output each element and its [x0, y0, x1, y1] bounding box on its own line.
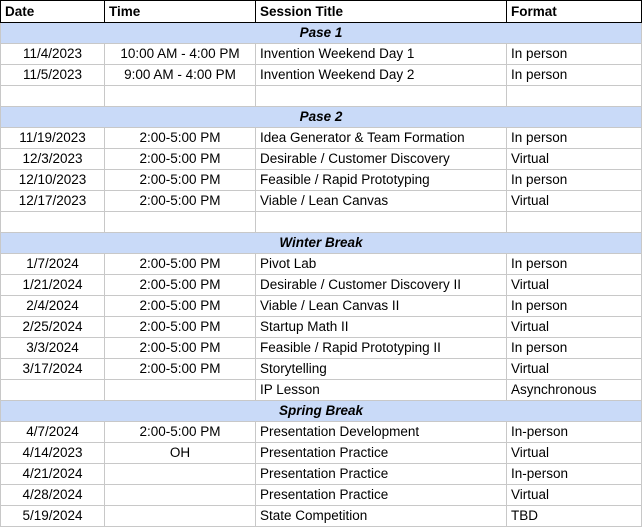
table-row — [1, 506, 642, 527]
section-row — [1, 107, 642, 128]
date-cell[interactable]: 11/19/2023 — [1, 128, 105, 149]
time-cell[interactable]: 2:00-5:00 PM — [105, 275, 256, 296]
date-cell[interactable]: 4/14/2023 — [1, 443, 105, 464]
session-title-cell[interactable] — [256, 86, 507, 107]
session-title-cell[interactable]: Presentation Practice — [256, 443, 507, 464]
section-title[interactable]: Winter Break — [1, 233, 642, 254]
session-title-cell[interactable]: Invention Weekend Day 2 — [256, 65, 507, 86]
table-row — [1, 485, 642, 506]
session-title-cell[interactable]: Viable / Lean Canvas II — [256, 296, 507, 317]
date-cell[interactable]: 4/7/2024 — [1, 422, 105, 443]
format-cell[interactable] — [507, 86, 642, 107]
session-title-cell[interactable]: Feasible / Rapid Prototyping — [256, 170, 507, 191]
format-cell[interactable]: Virtual — [507, 359, 642, 380]
time-cell[interactable] — [105, 380, 256, 401]
session-title-cell[interactable]: Viable / Lean Canvas — [256, 191, 507, 212]
format-cell[interactable]: In person — [507, 170, 642, 191]
date-cell[interactable]: 2/25/2024 — [1, 317, 105, 338]
table-row — [1, 443, 642, 464]
table-row — [1, 254, 642, 275]
session-title-cell[interactable]: Storytelling — [256, 359, 507, 380]
session-title-cell[interactable]: Pivot Lab — [256, 254, 507, 275]
table-row — [1, 317, 642, 338]
format-cell[interactable]: In person — [507, 44, 642, 65]
format-cell[interactable]: In-person — [507, 464, 642, 485]
header-row — [1, 1, 642, 23]
format-cell[interactable]: Virtual — [507, 443, 642, 464]
format-cell[interactable]: Virtual — [507, 275, 642, 296]
session-title-cell[interactable]: Desirable / Customer Discovery II — [256, 275, 507, 296]
table-row — [1, 191, 642, 212]
format-cell[interactable]: In person — [507, 338, 642, 359]
section-title[interactable]: Pase 2 — [1, 107, 642, 128]
time-cell[interactable]: 2:00-5:00 PM — [105, 191, 256, 212]
session-title-cell[interactable]: Presentation Development — [256, 422, 507, 443]
table-row — [1, 359, 642, 380]
time-cell[interactable] — [105, 464, 256, 485]
session-title-cell[interactable]: Feasible / Rapid Prototyping II — [256, 338, 507, 359]
session-title-cell[interactable]: Startup Math II — [256, 317, 507, 338]
table-row — [1, 296, 642, 317]
time-cell[interactable]: 2:00-5:00 PM — [105, 296, 256, 317]
section-row — [1, 23, 642, 44]
session-title-cell[interactable] — [256, 212, 507, 233]
table-row — [1, 275, 642, 296]
table-row — [1, 422, 642, 443]
table-row — [1, 338, 642, 359]
date-cell[interactable] — [1, 86, 105, 107]
date-cell[interactable]: 12/10/2023 — [1, 170, 105, 191]
date-cell[interactable]: 12/3/2023 — [1, 149, 105, 170]
date-cell[interactable]: 1/21/2024 — [1, 275, 105, 296]
time-cell[interactable]: 9:00 AM - 4:00 PM — [105, 65, 256, 86]
session-title-cell[interactable]: Idea Generator & Team Formation — [256, 128, 507, 149]
section-title[interactable]: Spring Break — [1, 401, 642, 422]
time-cell[interactable]: 2:00-5:00 PM — [105, 149, 256, 170]
format-cell[interactable]: Virtual — [507, 191, 642, 212]
format-cell[interactable]: Virtual — [507, 485, 642, 506]
format-cell[interactable]: In person — [507, 128, 642, 149]
date-cell[interactable]: 1/7/2024 — [1, 254, 105, 275]
table-row — [1, 212, 642, 233]
format-cell[interactable]: Virtual — [507, 317, 642, 338]
time-cell[interactable]: 2:00-5:00 PM — [105, 338, 256, 359]
date-cell[interactable]: 11/4/2023 — [1, 44, 105, 65]
format-cell[interactable] — [507, 212, 642, 233]
time-cell[interactable] — [105, 506, 256, 527]
table-row — [1, 464, 642, 485]
header-time[interactable]: Time — [105, 1, 256, 23]
date-cell[interactable]: 4/21/2024 — [1, 464, 105, 485]
date-cell[interactable]: 3/17/2024 — [1, 359, 105, 380]
date-cell[interactable] — [1, 380, 105, 401]
table-row — [1, 149, 642, 170]
session-title-cell[interactable]: Presentation Practice — [256, 485, 507, 506]
time-cell[interactable] — [105, 86, 256, 107]
schedule-body — [1, 23, 642, 527]
header-session-title[interactable]: Session Title — [256, 1, 507, 23]
session-title-cell[interactable]: IP Lesson — [256, 380, 507, 401]
format-cell[interactable]: In person — [507, 65, 642, 86]
format-cell[interactable]: In person — [507, 296, 642, 317]
section-row — [1, 233, 642, 254]
time-cell[interactable]: 2:00-5:00 PM — [105, 254, 256, 275]
table-row — [1, 380, 642, 401]
date-cell[interactable]: 5/19/2024 — [1, 506, 105, 527]
time-cell[interactable] — [105, 485, 256, 506]
time-cell[interactable]: 2:00-5:00 PM — [105, 317, 256, 338]
session-title-cell[interactable]: State Competition — [256, 506, 507, 527]
date-cell[interactable]: 2/4/2024 — [1, 296, 105, 317]
session-title-cell[interactable]: Desirable / Customer Discovery — [256, 149, 507, 170]
table-row — [1, 86, 642, 107]
format-cell[interactable]: Virtual — [507, 149, 642, 170]
time-cell[interactable]: 10:00 AM - 4:00 PM — [105, 44, 256, 65]
date-cell[interactable]: 11/5/2023 — [1, 65, 105, 86]
header-date[interactable]: Date — [1, 1, 105, 23]
header-format[interactable]: Format — [507, 1, 642, 23]
date-cell[interactable]: 4/28/2024 — [1, 485, 105, 506]
date-cell[interactable] — [1, 212, 105, 233]
table-row — [1, 128, 642, 149]
format-cell[interactable]: In-person — [507, 422, 642, 443]
date-cell[interactable]: 3/3/2024 — [1, 338, 105, 359]
table-row — [1, 65, 642, 86]
section-row — [1, 401, 642, 422]
session-title-cell[interactable]: Presentation Practice — [256, 464, 507, 485]
table-row — [1, 44, 642, 65]
session-title-cell[interactable]: Invention Weekend Day 1 — [256, 44, 507, 65]
format-cell[interactable]: TBD — [507, 506, 642, 527]
time-cell[interactable]: 2:00-5:00 PM — [105, 422, 256, 443]
table-row — [1, 170, 642, 191]
section-title[interactable]: Pase 1 — [1, 23, 642, 44]
time-cell[interactable]: OH — [105, 443, 256, 464]
time-cell[interactable]: 2:00-5:00 PM — [105, 170, 256, 191]
time-cell[interactable]: 2:00-5:00 PM — [105, 359, 256, 380]
date-cell[interactable]: 12/17/2023 — [1, 191, 105, 212]
format-cell[interactable]: In person — [507, 254, 642, 275]
time-cell[interactable] — [105, 212, 256, 233]
format-cell[interactable]: Asynchronous — [507, 380, 642, 401]
time-cell[interactable]: 2:00-5:00 PM — [105, 128, 256, 149]
